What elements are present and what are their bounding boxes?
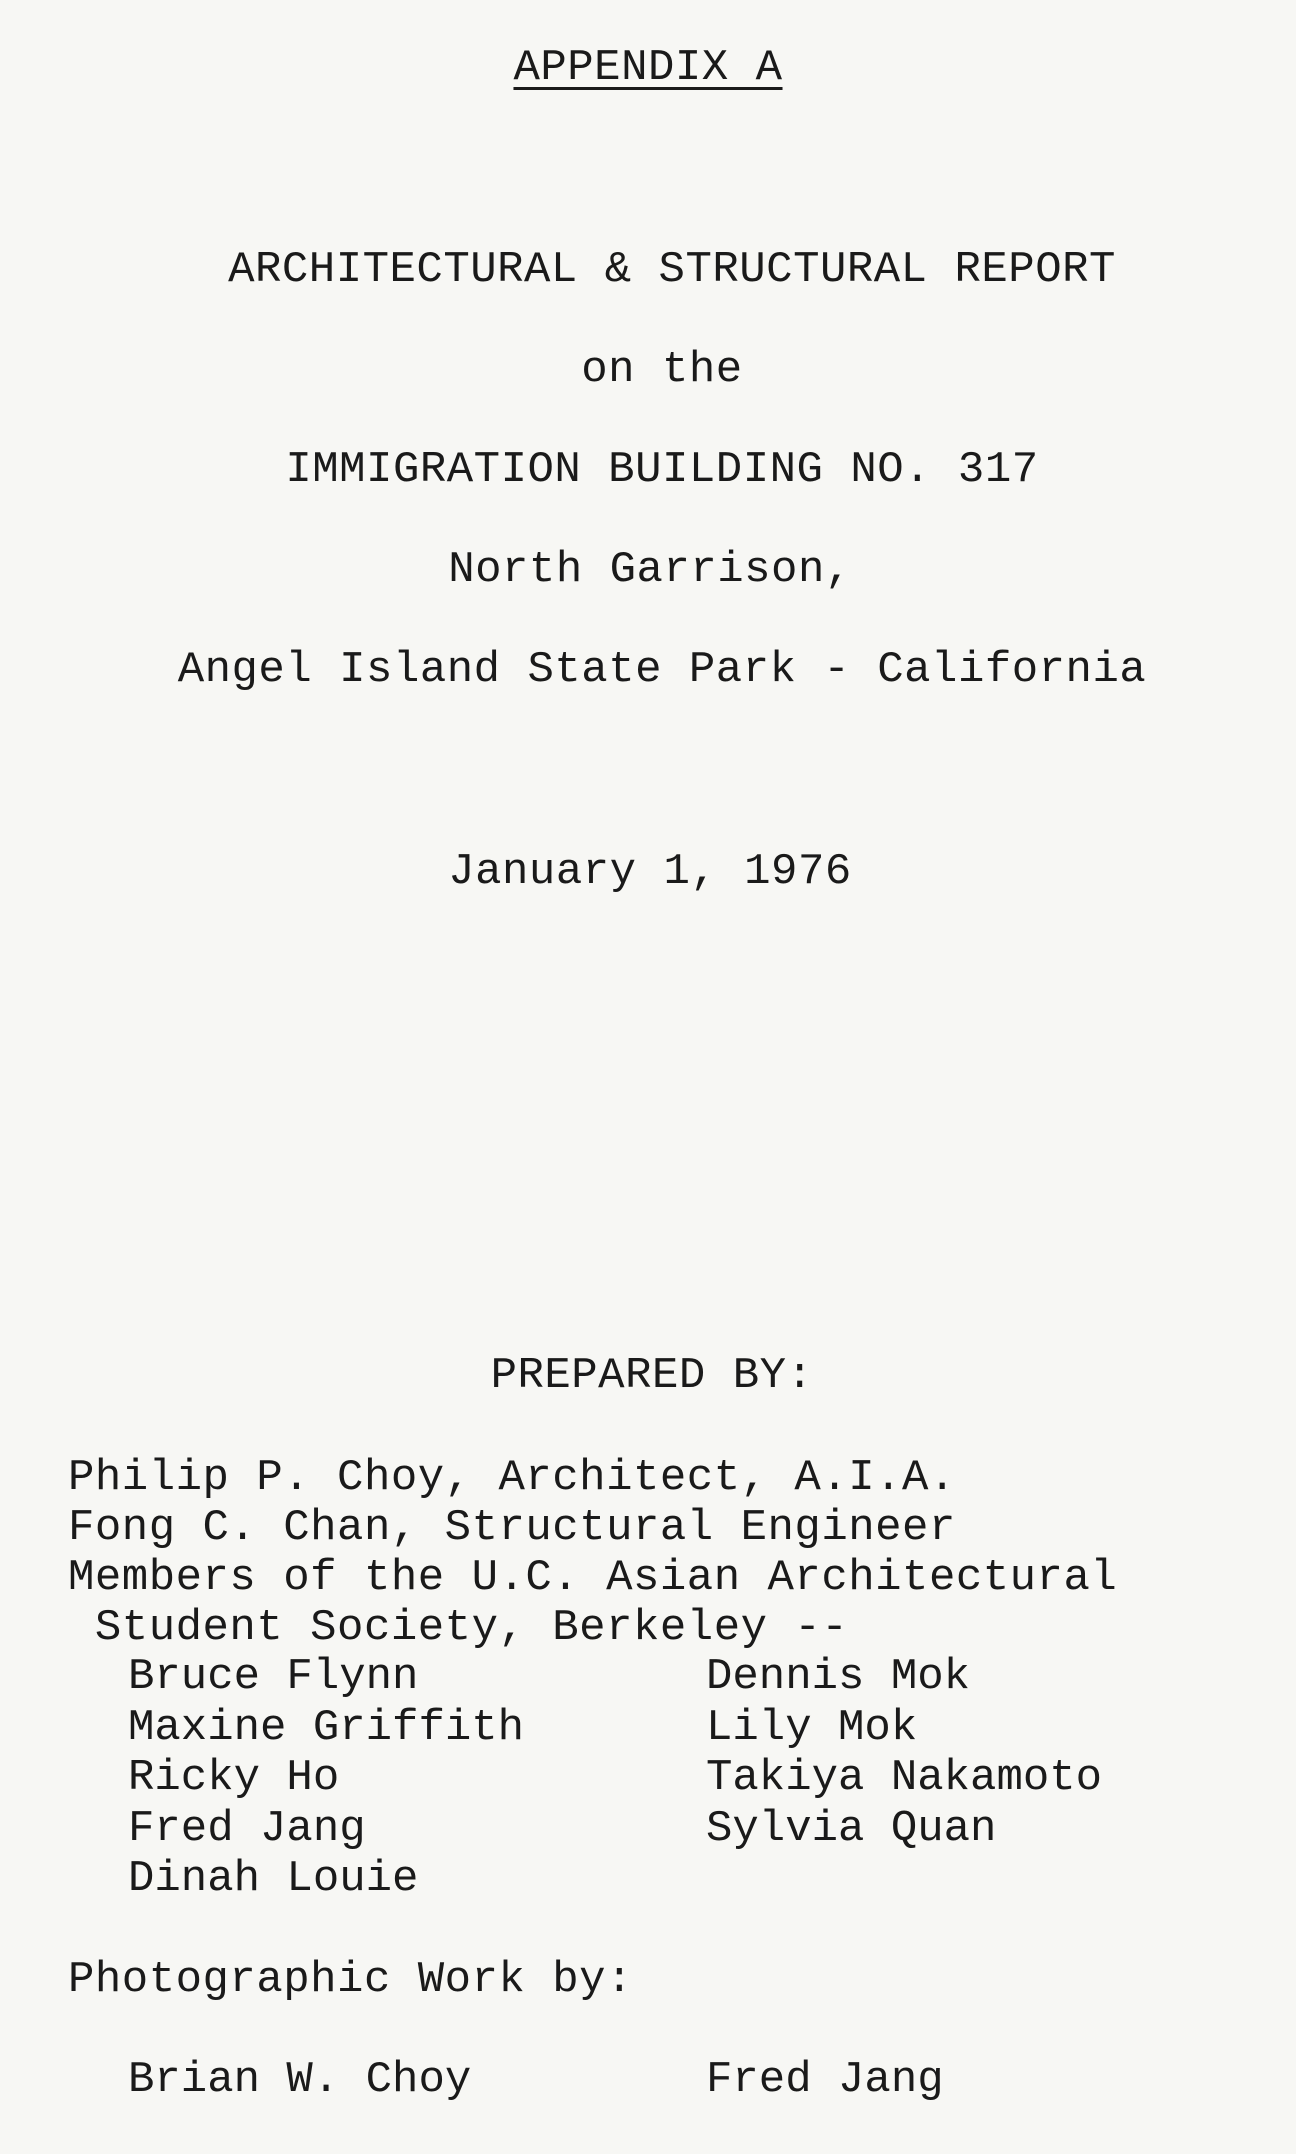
preparer-line: Fong C. Chan, Structural Engineer (68, 1503, 956, 1553)
report-title-line-4: North Garrison, (448, 545, 852, 595)
photographic-label: Photographic Work by: (68, 1955, 633, 2005)
member-name: Lily Mok (706, 1702, 918, 1753)
report-title-line-5: Angel Island State Park - California (177, 645, 1147, 695)
photographer-names (128, 2054, 1206, 2106)
member-name: Sylvia Quan (706, 1803, 997, 1854)
member-name (706, 1854, 1206, 1905)
member-name: Fred Jang (128, 1803, 366, 1854)
member-name: Dennis Mok (706, 1652, 971, 1702)
preparer-line: Members of the U.C. Asian Architectural (68, 1553, 1118, 1603)
member-name: Maxine Griffith (128, 1702, 525, 1753)
appendix-heading: APPENDIX A (513, 43, 783, 93)
report-title-line-2: on the (581, 345, 743, 395)
member-name: Bruce Flynn (128, 1652, 419, 1702)
photographer-name: Brian W. Choy (128, 2055, 472, 2105)
member-name: Ricky Ho (128, 1753, 340, 1803)
report-date: January 1, 1976 (448, 847, 852, 897)
member-name: Takiya Nakamoto (706, 1753, 1103, 1803)
member-names-list (128, 1652, 1206, 1905)
report-title-line-3: IMMIGRATION BUILDING NO. 317 (285, 445, 1039, 495)
preparer-line: Student Society, Berkeley -- (68, 1603, 849, 1653)
photographer-name: Fred Jang (706, 2055, 944, 2105)
member-name: Dinah Louie (128, 1854, 419, 1904)
preparer-line: Philip P. Choy, Architect, A.I.A. (68, 1453, 956, 1503)
prepared-by-label: PREPARED BY: (490, 1351, 814, 1401)
report-title-line-1: ARCHITECTURAL & STRUCTURAL REPORT (228, 245, 1116, 295)
